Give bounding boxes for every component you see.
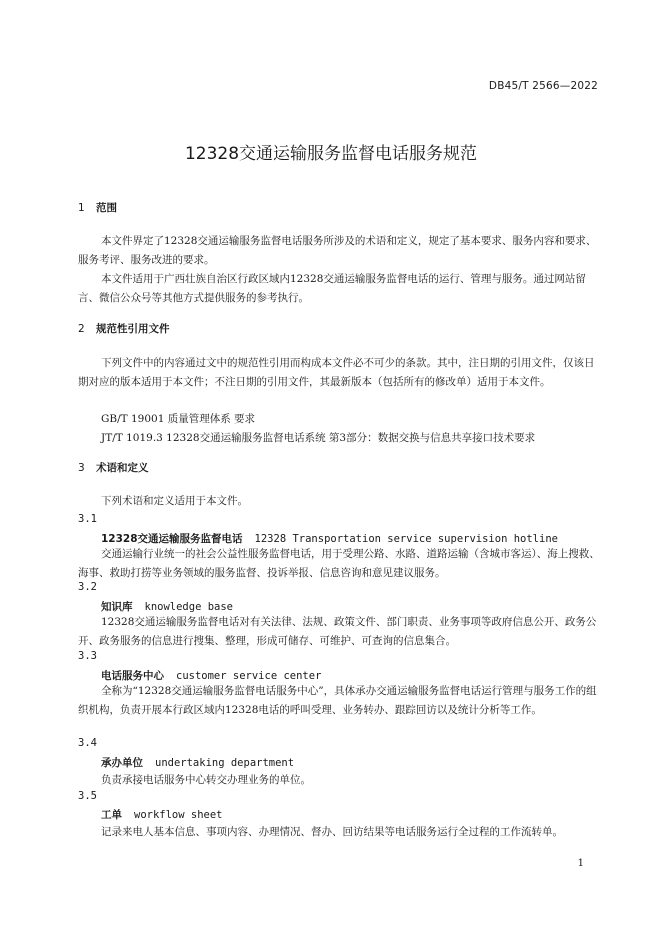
terms-intro: 下列术语和定义适用于本文件。 xyxy=(101,495,248,507)
term-name-zh: 12328交通运输服务监督电话 xyxy=(101,533,243,545)
term-name-zh: 电话服务中心 xyxy=(101,670,164,682)
term-number: 3.4 xyxy=(78,737,97,749)
section-title: 规范性引用文件 xyxy=(96,323,170,335)
term-heading xyxy=(101,531,558,546)
section-number: 1 xyxy=(78,202,85,214)
scope-paragraph-1: 本文件界定了12328交通运输服务监督电话服务所涉及的术语和定义，规定了基本要求、服务内容和要求、服务考评、服务改进的要求。 xyxy=(78,235,597,266)
term-name-en: customer service center xyxy=(176,670,322,682)
term-name-en: 12328 Transportation service supervision hotline xyxy=(254,533,558,545)
term-definition: 记录来电人基本信息、事项内容、办理情况、督办、回访结果等电话服务运行全过程的工作流转单。 xyxy=(101,826,563,838)
scope-paragraph-2: 本文件适用于广西壮族自治区行政区域内12328交通运输服务监督电话的运行、管理与服务。通过网站留言、微信公众号等其他方式提供服务的参考执行。 xyxy=(78,273,586,304)
page-number: 1 xyxy=(577,858,584,869)
term-name-zh: 工单 xyxy=(101,809,122,821)
term-definition: 全称为“12328交通运输服务监督电话服务中心”，具体承办交通运输服务监督电话运行管理与服务工作的组织机构，负责开展本行政区域内12328电话的呼叫受理、业务转办、跟踪回访以及统计分析等工作。 xyxy=(78,685,597,716)
term-heading xyxy=(101,755,294,770)
term-heading xyxy=(101,599,233,614)
section-title: 范围 xyxy=(96,202,117,214)
reference-item: JT/T 1019.3 12328交通运输服务监督电话系统 第3部分：数据交换与信息共享接口技术要求 xyxy=(101,432,536,444)
term-number: 3.5 xyxy=(78,790,97,802)
term-heading xyxy=(101,668,321,683)
term-name-en: workflow sheet xyxy=(134,809,223,821)
section-heading-1 xyxy=(78,200,117,215)
section-title: 术语和定义 xyxy=(96,462,149,474)
term-definition: 负责承接电话服务中心转交办理业务的单位。 xyxy=(101,774,311,786)
term-number: 3.1 xyxy=(78,513,97,525)
term-heading xyxy=(101,807,223,822)
term-name-en: knowledge base xyxy=(144,601,234,613)
term-number: 3.3 xyxy=(78,650,97,662)
section-number: 2 xyxy=(78,323,85,335)
term-name-zh: 知识库 xyxy=(101,601,133,613)
section-heading-3 xyxy=(78,460,149,475)
document-title: 12328交通运输服务监督电话服务规范 xyxy=(184,144,478,164)
section-heading-2 xyxy=(78,321,170,336)
term-definition: 交通运输行业统一的社会公益性服务监督电话，用于受理公路、水路、道路运输（含城市客运）、海上搜救、海事、救助打捞等业务领域的服务监督、投诉举报、信息咨询和意见建议服务。 xyxy=(78,548,600,579)
term-definition: 12328交通运输服务监督电话对有关法律、法规、政策文件、部门职责、业务事项等政府信息公开、政务公开、政务服务的信息进行搜集、整理，形成可储存、可维护、可查询的信息集合。 xyxy=(78,616,597,647)
term-name-en: undertaking department xyxy=(155,757,295,769)
term-name-zh: 承办单位 xyxy=(101,757,143,769)
term-number: 3.2 xyxy=(78,581,97,593)
standard-code: DB45/T 2566—2022 xyxy=(488,80,598,92)
reference-item: GB/T 19001 质量管理体系 要求 xyxy=(101,413,256,425)
references-intro: 下列文件中的内容通过文中的规范性引用而构成本文件必不可少的条款。其中，注日期的引用文件，仅该日期对应的版本适用于本文件；不注日期的引用文件，其最新版本（包括所有的修改单）适用于本文件。 xyxy=(78,357,595,388)
section-number: 3 xyxy=(78,462,85,474)
